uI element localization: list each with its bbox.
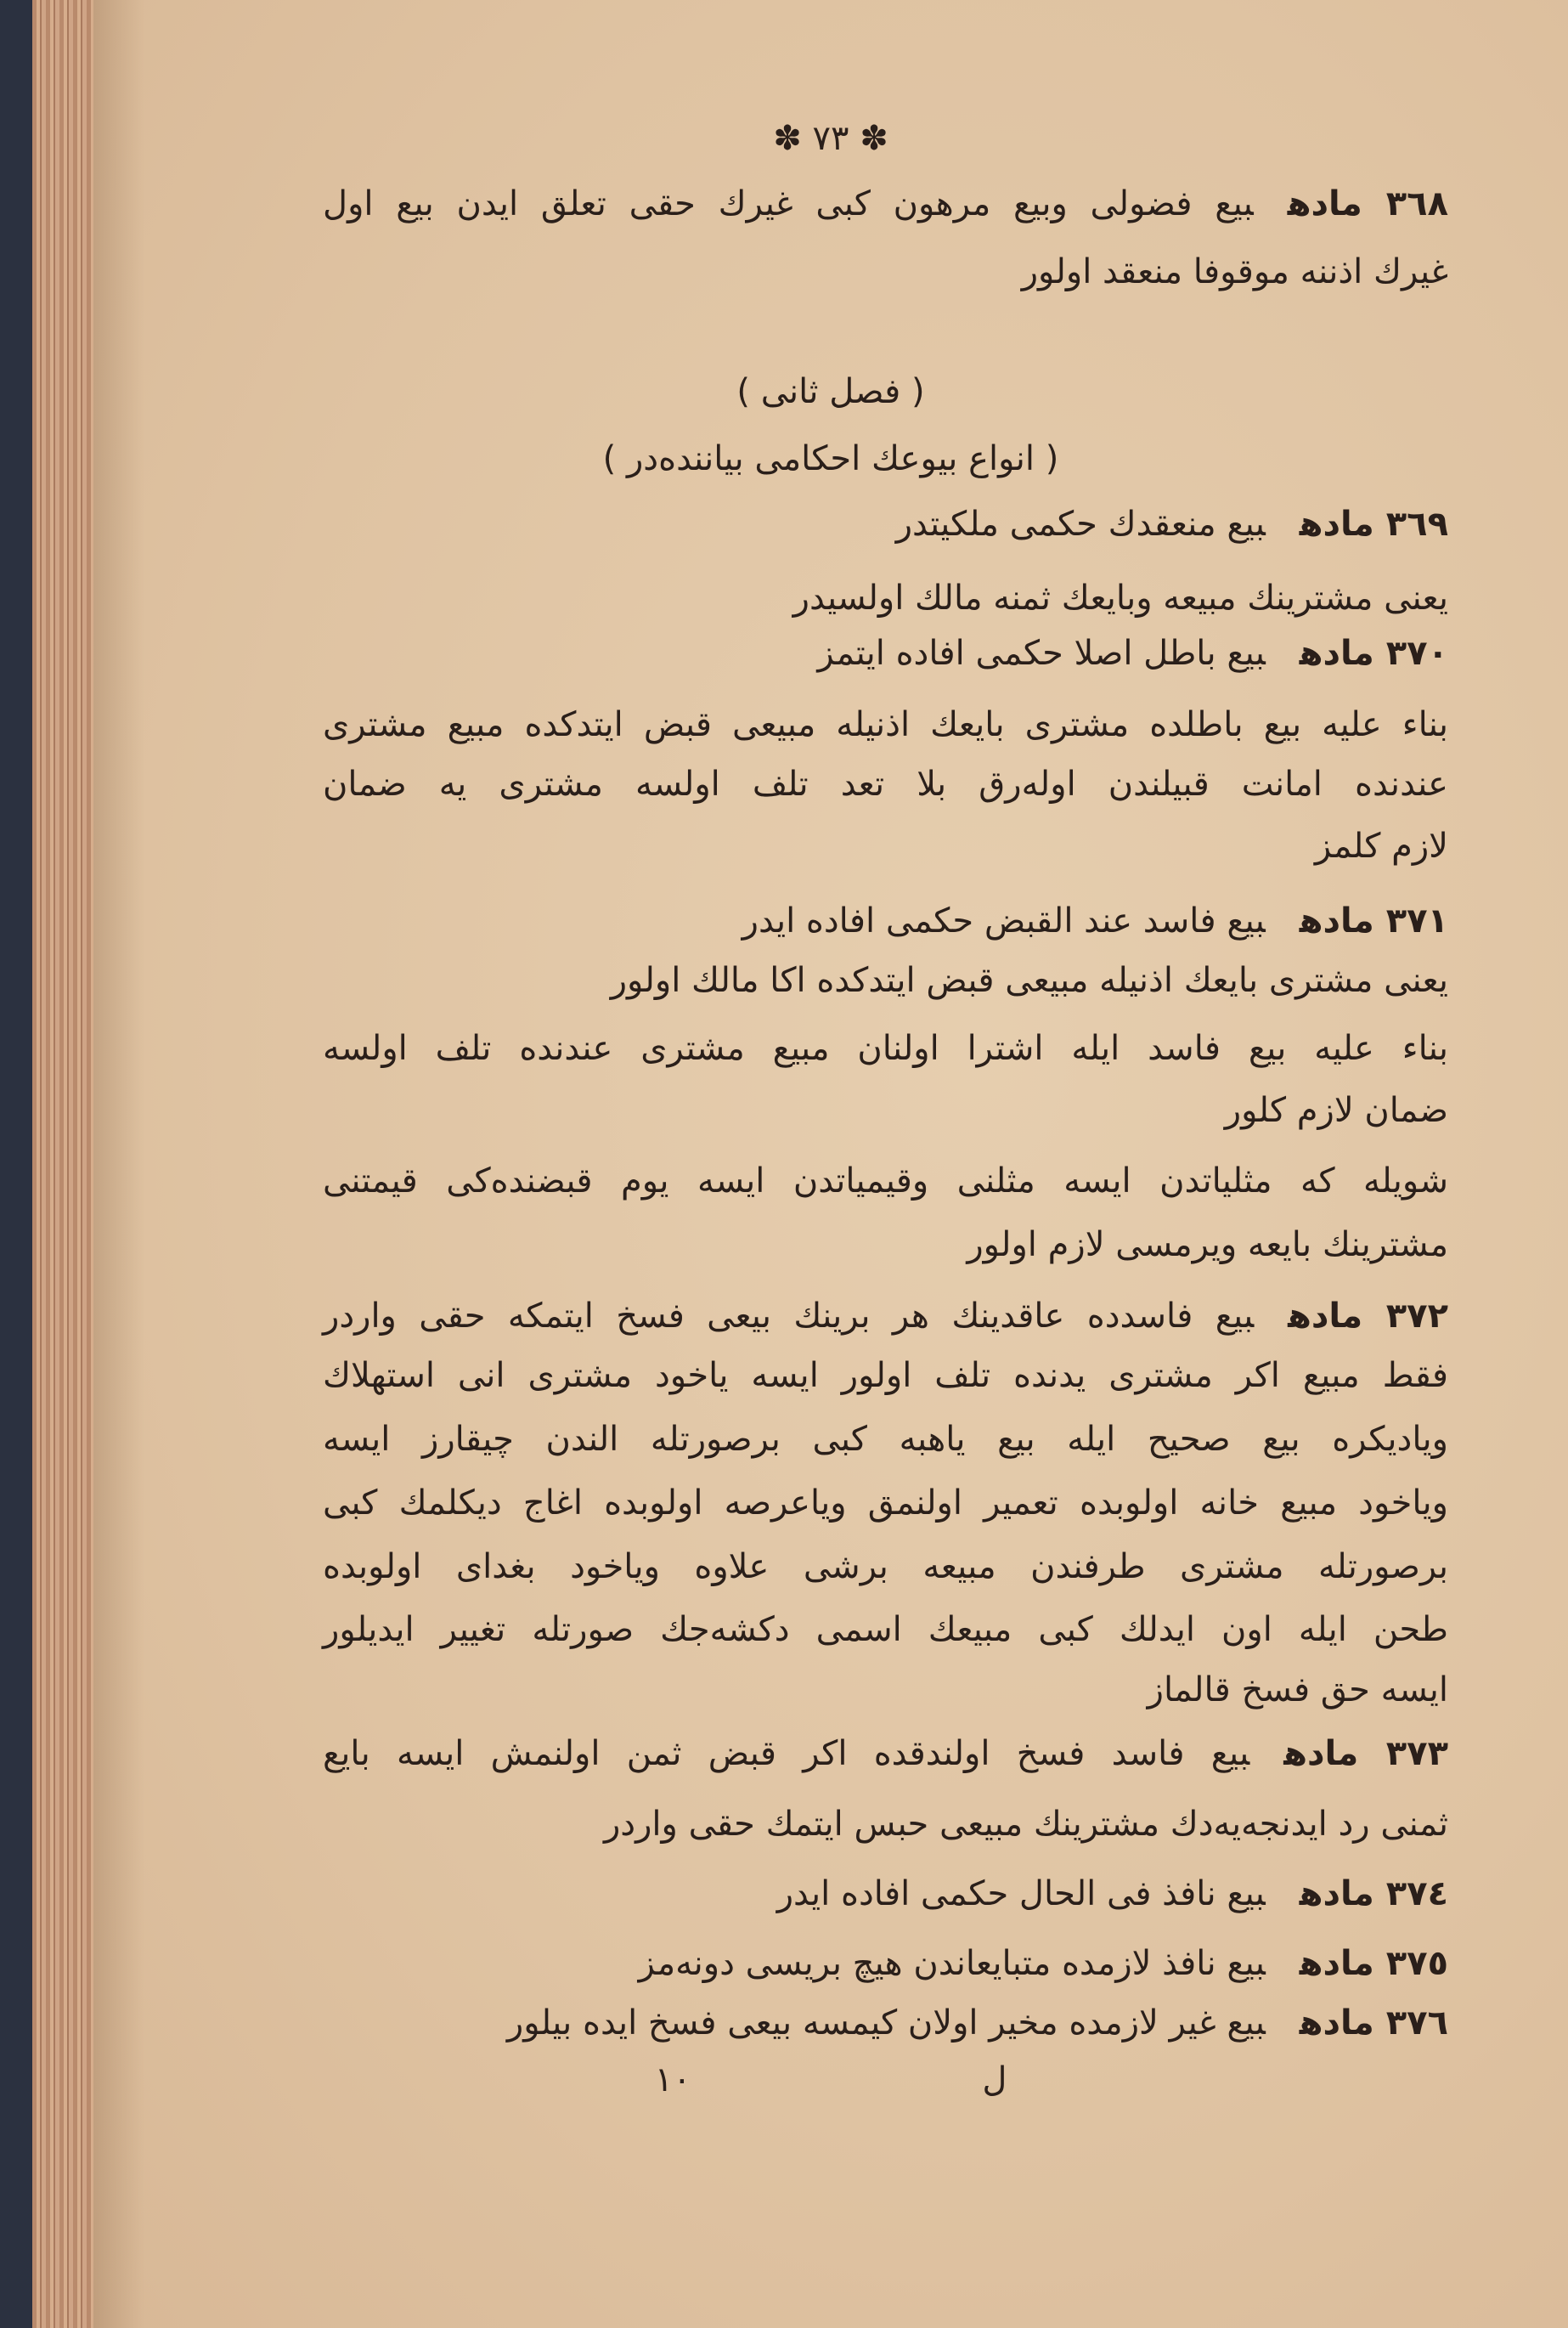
line-text: وياديكره بيع صحيح ايله بيع ياهبه كبى برصورتله الندن چيقارز ايسه xyxy=(323,1420,1448,1459)
line-text: بيع منعقدك حكمى ملكيتدر xyxy=(895,505,1266,544)
section-heading: ( فصل ثانى ) xyxy=(736,372,925,411)
line-text: طحن ايله اون ايدلك كبى مبيعك اسمى دكشەجك صورتله تغيير ايديلور xyxy=(323,1610,1448,1649)
article-line xyxy=(896,499,1448,550)
article-line xyxy=(777,1868,1448,1919)
line-text: غيرك اذننه موقوفا منعقد اولور xyxy=(1021,252,1448,291)
text-line xyxy=(323,1414,1448,1465)
article-number: ٣٧٠ ماده xyxy=(1299,634,1448,673)
line-text: بناء عليه بيع باطلده مشترى بايعك اذنيله مبيعى قبض ايتدكده مبيع مشترى xyxy=(323,705,1448,744)
signature-number: ١٠ xyxy=(654,2060,691,2099)
text-line xyxy=(1148,1664,1448,1715)
line-text: عندنده امانت قبيلندن اولەرق بلا تعد تلف اولسه مشترى يه ضمان xyxy=(323,765,1448,804)
text-line xyxy=(1315,821,1448,872)
text-line xyxy=(323,1350,1448,1401)
article-line xyxy=(507,1997,1448,2048)
article-number: ٣٧٤ ماده xyxy=(1299,1874,1448,1913)
article-number: ٣٧٣ ماده xyxy=(1283,1734,1448,1773)
text-line xyxy=(611,955,1448,1006)
section-heading: ( انواع بيوعك احكامى بيانندەدر ) xyxy=(602,439,1059,478)
ornament-icon: ✽ xyxy=(860,119,888,158)
article-line xyxy=(817,628,1448,679)
line-text: بيع فضولى وبيع مرهون كبى غيرك حقى تعلق ايدن بيع اول xyxy=(323,184,1254,223)
line-text: بيع فاسدده عاقدينك هر برينك بيعى فسخ ايتمكه حقى واردر xyxy=(323,1297,1255,1336)
signature-letter: ل xyxy=(982,2060,1007,2099)
line-text: بيع نافذ لازمده متبايعاندن هيچ بريسى دونەمز xyxy=(638,1944,1266,1983)
text-line xyxy=(323,1478,1448,1528)
line-text: ثمنى رد ايدنجەيەدك مشترينك مبيعى حبس ايتمك حقى واردر xyxy=(603,1805,1448,1844)
article-line xyxy=(323,1728,1448,1779)
text-line xyxy=(1022,246,1448,297)
article-line xyxy=(639,1938,1448,1989)
text-line xyxy=(1225,1085,1448,1136)
line-text: بيع نافذ فى الحال حكمى افاده ايدر xyxy=(776,1874,1266,1913)
line-text: لازم كلمز xyxy=(1314,827,1448,866)
text-line xyxy=(323,1541,1448,1592)
line-text: وياخود مبيع خانه اولوبده تعمير اولنمق وياعرصه اولوبده اغاج ديكلمك كبى xyxy=(323,1483,1448,1523)
line-text: ضمان لازم كلور xyxy=(1224,1091,1448,1130)
line-text: شويله كه مثلياتدن ايسه مثلنى وقيمياتدن ايسه يوم قبضندەكى قيمتنى xyxy=(323,1161,1448,1201)
article-number: ٣٦٨ ماده xyxy=(1287,184,1448,223)
article-number: ٣٧٢ ماده xyxy=(1288,1297,1448,1336)
text-line xyxy=(323,1156,1448,1206)
text-line xyxy=(323,759,1448,810)
article-line xyxy=(323,178,1448,229)
article-line xyxy=(742,896,1448,946)
line-text: ايسه حق فسخ قالماز xyxy=(1147,1670,1448,1709)
line-text: برصورتله مشترى طرفندن مبيعه برشى علاوه وياخود بغداى اولوبده xyxy=(323,1547,1448,1586)
line-text: بناء عليه بيع فاسد ايله اشترا اولنان مبيع مشترى عندنده تلف اولسه xyxy=(323,1029,1448,1068)
page-number: ٧٣ xyxy=(812,119,849,158)
text-line xyxy=(323,699,1448,750)
text-line xyxy=(323,1023,1448,1074)
line-text: بيع فاسد فسخ اولندقده اكر قبض ثمن اولنمش ايسه بايع xyxy=(323,1734,1250,1773)
line-text: مشترينك بايعه ويرمسى لازم اولور xyxy=(967,1225,1448,1264)
article-number: ٣٦٩ ماده xyxy=(1299,505,1448,544)
article-number: ٣٧٥ ماده xyxy=(1299,1944,1448,1983)
article-line xyxy=(323,1291,1448,1342)
line-text: بيع غير لازمده مخير اولان كيمسه بيعى فسخ ايده بيلور xyxy=(506,2003,1266,2043)
line-text: فقط مبيع اكر مشترى يدنده تلف اولور ايسه ياخود مشترى انى استهلاك xyxy=(323,1356,1448,1395)
article-number: ٣٧١ ماده xyxy=(1299,901,1448,941)
line-text: بيع فاسد عند القبض حكمى افاده ايدر xyxy=(742,901,1266,941)
text-line xyxy=(793,573,1448,624)
line-text: يعنى مشترينك مبيعه وبايعك ثمنه مالك اولسيدر xyxy=(792,579,1448,618)
text-line xyxy=(967,1219,1448,1270)
text-line xyxy=(604,1799,1448,1850)
ornament-icon: ✽ xyxy=(773,119,802,158)
page-header xyxy=(93,119,1568,158)
line-text: يعنى مشترى بايعك اذنيله مبيعى قبض ايتدكده اكا مالك اولور xyxy=(610,961,1448,1000)
page-footer xyxy=(93,2060,1568,2099)
article-number: ٣٧٦ ماده xyxy=(1299,2003,1448,2043)
line-text: بيع باطل اصلا حكمى افاده ايتمز xyxy=(817,634,1266,673)
book-page-edges xyxy=(32,0,100,2328)
text-line xyxy=(323,1604,1448,1655)
